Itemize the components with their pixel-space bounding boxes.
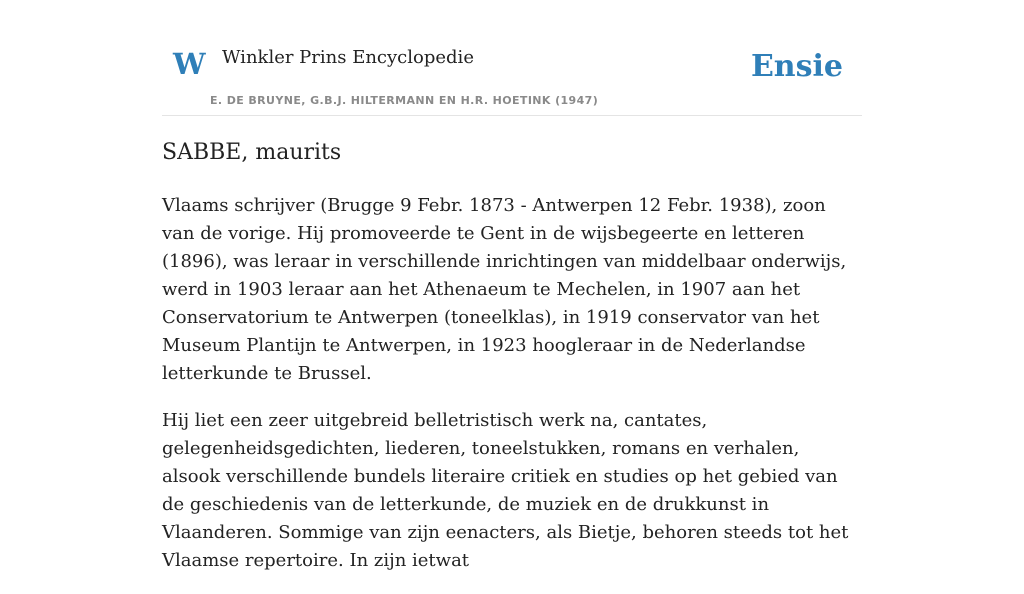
article-body [162, 192, 862, 594]
source-authors: E. DE BRUYNE, G.B.J. HILTERMANN EN H.R. HOETINK (1947) [210, 94, 599, 107]
article-title: SABBE, maurits [162, 140, 342, 165]
brand-logo[interactable]: Ensie [750, 49, 843, 84]
article-paragraph: Vlaams schrijver (Brugge 9 Febr. 1873 - Antwerpen 12 Febr. 1938), zoon van de vorige. Hij promoveerde te Gent in de wijsbegeerte en letteren (1896), was leraar in verschillende inrichtingen van middelbaar onderwijs, werd in 1903 leraar aan het Athenaeum te Mechelen, in 1907 aan het Conservatorium te Antwerpen (toneelklas), in 1919 conservator van het Museum Plantijn te Antwerpen, in 1923 hoogleraar in de Nederlandse letterkunde te Brussel. [162, 195, 847, 384]
page [162, 0, 862, 571]
source-title[interactable]: Winkler Prins Encyclopedie [222, 47, 474, 68]
source-logo-icon[interactable]: W [173, 47, 206, 81]
source-header [162, 0, 862, 116]
article-paragraph: Hij liet een zeer uitgebreid belletristisch werk na, cantates, gelegenheidsgedichten, liederen, toneelstukken, romans en verhalen, alsook verschillende bundels literaire critiek en studies op het gebied van de geschiedenis van de letterkunde, de muziek en de drukkunst in Vlaanderen. Sommige van zijn eenacters, als Bietje, behoren steeds tot het Vlaamse repertoire. In zijn ietwat [162, 410, 849, 571]
